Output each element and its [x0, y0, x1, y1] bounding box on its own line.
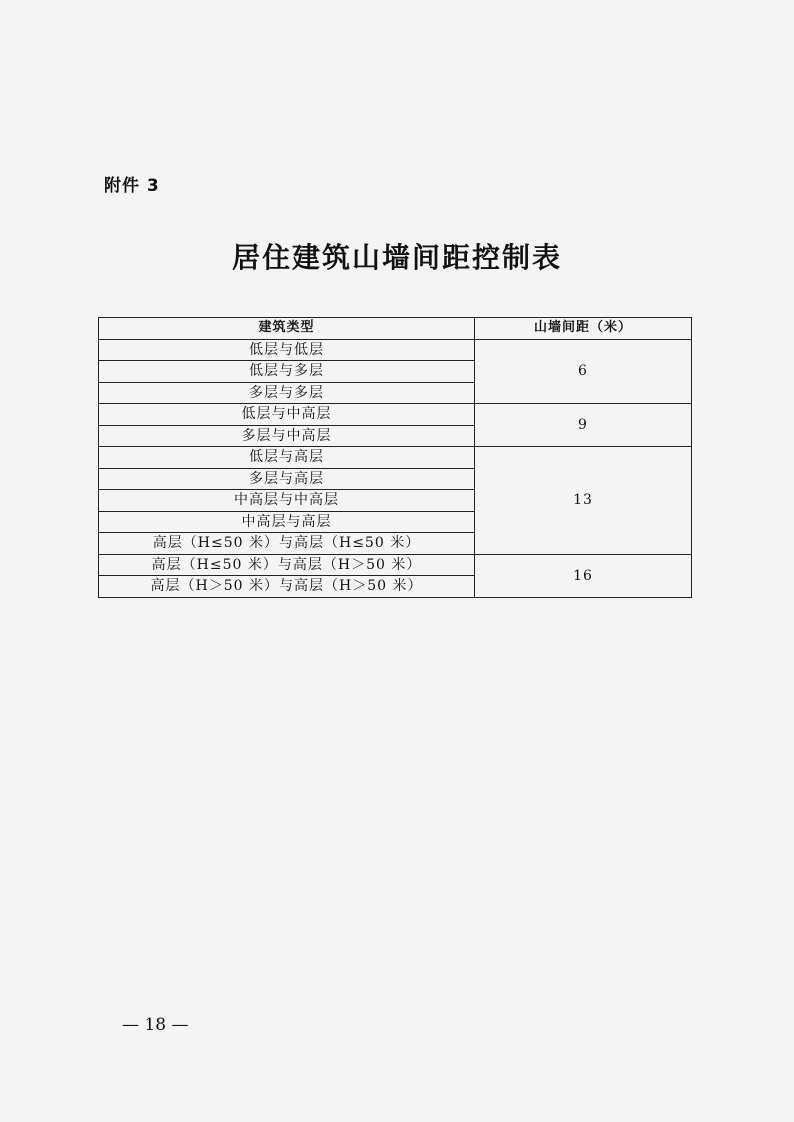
header-building-type: 建筑类型: [99, 318, 475, 340]
spacing-value-cell: 16: [475, 554, 692, 597]
building-type-cell: 高层（H≤50 米）与高层（H＞50 米）: [99, 554, 475, 576]
page-title: 居住建筑山墙间距控制表: [231, 241, 562, 274]
page-number: — 18 —: [122, 1015, 189, 1035]
spacing-value-cell: 6: [475, 339, 692, 404]
building-type-cell: 多层与高层: [99, 468, 475, 490]
table-row: [99, 554, 692, 576]
table-row: [99, 447, 692, 469]
building-type-cell: 高层（H≤50 米）与高层（H≤50 米）: [99, 533, 475, 555]
table-header-row: [99, 318, 692, 340]
building-type-cell: 中高层与中高层: [99, 490, 475, 512]
spacing-value-cell: 9: [475, 404, 692, 447]
building-type-cell: 低层与多层: [99, 361, 475, 383]
building-type-cell: 高层（H＞50 米）与高层（H＞50 米）: [99, 576, 475, 598]
table-row: [99, 339, 692, 361]
spacing-value-cell: 13: [475, 447, 692, 555]
table-row: [99, 404, 692, 426]
building-type-cell: 多层与中高层: [99, 425, 475, 447]
building-type-cell: 低层与低层: [99, 339, 475, 361]
building-type-cell: 低层与高层: [99, 447, 475, 469]
attachment-label: 附件 3: [104, 176, 160, 196]
gable-spacing-table: [98, 317, 692, 598]
building-type-cell: 低层与中高层: [99, 404, 475, 426]
building-type-cell: 多层与多层: [99, 382, 475, 404]
building-type-cell: 中高层与高层: [99, 511, 475, 533]
header-gable-spacing: 山墙间距（米）: [475, 318, 692, 340]
